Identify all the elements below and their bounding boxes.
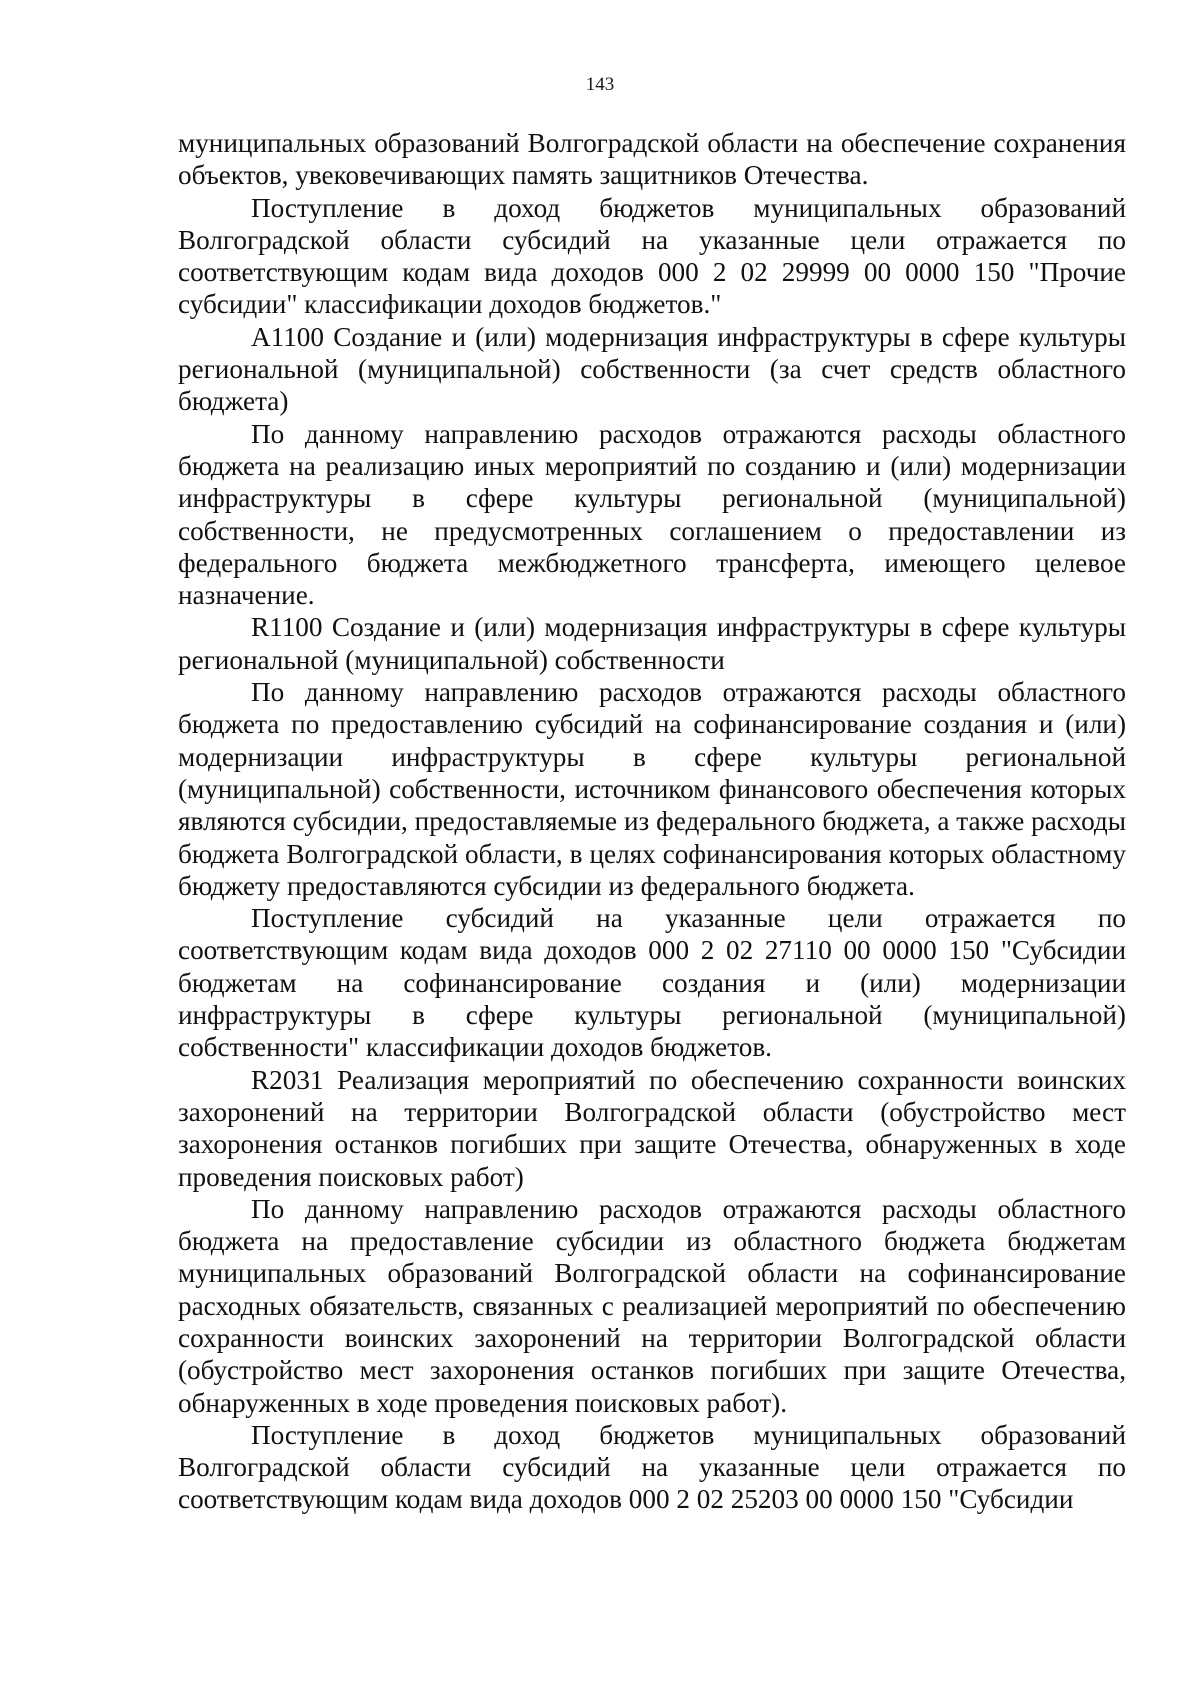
paragraph-revenue-29999: Поступление в доход бюджетов муниципальных образований Волгоградской области субсидий на указанные цели отражается по соответствующим кодам вида доходов 000 2 02 29999 00 0000 150 "Прочие субсидии" классификации доходов бюджетов." xyxy=(178,192,1126,320)
paragraph-continuation: муниципальных образований Волгоградской области на обеспечение сохранения объектов, увековечивающих память защитников Отечества. xyxy=(178,128,1126,191)
paragraph-revenue-25203: Поступление в доход бюджетов муниципальных образований Волгоградской области субсидий на указанные цели отражается по соответствующим кодам вида доходов 000 2 02 25203 00 0000 150 "Субсидии xyxy=(178,1419,1126,1515)
heading-r1100: R1100 Создание и (или) модернизация инфраструктуры в сфере культуры региональной (муниципальной) собственности xyxy=(178,612,1126,675)
paragraph-a1100-description: По данному направлению расходов отражаются расходы областного бюджета на реализацию иных мероприятий по созданию и (или) модернизации инфраструктуры в сфере культуры региональной (муниципальной) собственности, не предусмотренных соглашением о предоставлении из федерального бюджета межбюджетного трансферта, имеющего целевое назначение. xyxy=(178,418,1126,611)
page-number: 143 xyxy=(585,74,615,95)
heading-r2031: R2031 Реализация мероприятий по обеспечению сохранности воинских захоронений на территории Волгоградской области (обустройство мест захоронения останков погибших при защите Отечества, обнаруженных в ходе проведения поисковых работ) xyxy=(178,1064,1126,1192)
paragraph-revenue-27110: Поступление субсидий на указанные цели отражается по соответствующим кодам вида доходов 000 2 02 27110 00 0000 150 "Субсидии бюджетам на софинансирование создания и (или) модернизации инфраструктуры в сфере культуры региональной (муниципальной) собственности" классификации доходов бюджетов. xyxy=(178,903,1126,1063)
paragraph-r1100-description: По данному направлению расходов отражаются расходы областного бюджета по предоставлению субсидий на софинансирование создания и (или) модернизации инфраструктуры в сфере культуры региональной (муниципальной) собственности, источником финансового обеспечения которых являются субсидии, предоставляемые из федерального бюджета, а также расходы бюджета Волгоградской области, в целях софинансирования которых областному бюджету предоставляются субсидии из федерального бюджета. xyxy=(178,677,1126,901)
heading-a1100: А1100 Создание и (или) модернизация инфраструктуры в сфере культуры региональной (муниципальной) собственности (за счет средств областного бюджета) xyxy=(178,321,1126,417)
paragraph-r2031-description: По данному направлению расходов отражаются расходы областного бюджета на предоставление субсидии из областного бюджета бюджетам муниципальных образований Волгоградской области на софинансирование расходных обязательств, связанных с реализацией мероприятий по обеспечению сохранности воинских захоронений на территории Волгоградской области (обустройство мест захоронения останков погибших при защите Отечества, обнаруженных в ходе проведения поисковых работ). xyxy=(178,1193,1126,1418)
document-body xyxy=(178,127,1126,1516)
